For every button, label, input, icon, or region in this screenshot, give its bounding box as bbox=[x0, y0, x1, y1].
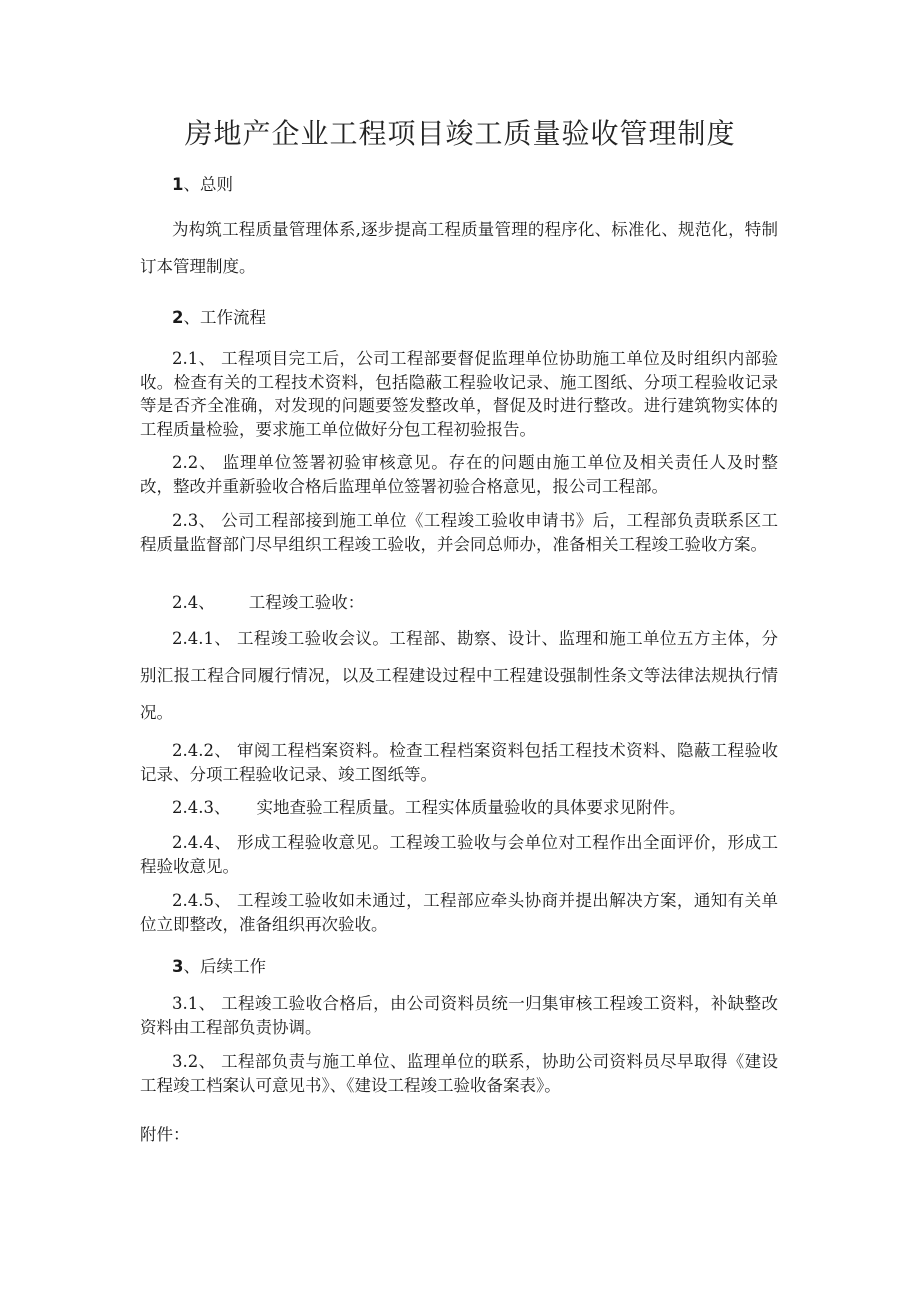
paragraph-2-4-5: 2.4.5、 工程竣工验收如未通过，工程部应牵头协商并提出解决方案，通知有关单位立即整改，准备组织再次验收。 bbox=[140, 891, 778, 934]
clause-text: 实地查验工程质量。工程实体质量验收的具体要求见附件。 bbox=[256, 798, 686, 817]
section-heading-1 bbox=[172, 171, 233, 195]
section-title: 、总则 bbox=[183, 175, 233, 194]
attachment-label: 附件： bbox=[140, 1125, 190, 1144]
clause-text: 工程竣工验收： bbox=[248, 593, 365, 612]
section-number: 2 bbox=[172, 308, 184, 327]
paragraph-general: 为构筑工程质量管理体系,逐步提高工程质量管理的程序化、标准化、规范化，特制订本管理制度。 bbox=[140, 220, 778, 276]
clause-number: 2.4、 bbox=[172, 593, 215, 612]
document-title: 房地产企业工程项目竣工质量验收管理制度 bbox=[184, 117, 736, 150]
clause-number: 2.4.3、 bbox=[172, 798, 231, 817]
paragraph-2-2: 2.2、 监理单位签署初验审核意见。存在的问题由施工单位及相关责任人及时整改，整改并重新验收合格后监理单位签署初验合格意见，报公司工程部。 bbox=[140, 453, 778, 496]
section-title: 、工作流程 bbox=[183, 308, 266, 327]
paragraph-2-4-4: 2.4.4、 形成工程验收意见。工程竣工验收与会单位对工程作出全面评价，形成工程验收意见。 bbox=[140, 833, 778, 876]
section-number: 3 bbox=[172, 957, 184, 976]
paragraph-3-1: 3.1、 工程竣工验收合格后，由公司资料员统一归集审核工程竣工资料，补缺整改资料由工程部负责协调。 bbox=[140, 994, 778, 1037]
paragraph-2-4 bbox=[140, 591, 778, 615]
section-title: 、后续工作 bbox=[183, 957, 266, 976]
paragraph-2-4-1: 2.4.1、 工程竣工验收会议。工程部、勘察、设计、监理和施工单位五方主体，分别汇报工程合同履行情况，以及工程建设过程中工程建设强制性条文等法律法规执行情况。 bbox=[140, 629, 778, 722]
paragraph-2-4-2: 2.4.2、 审阅工程档案资料。检查工程档案资料包括工程技术资料、隐蔽工程验收记录、分项工程验收记录、竣工图纸等。 bbox=[140, 741, 778, 784]
paragraph-2-1: 2.1、 工程项目完工后，公司工程部要督促监理单位协助施工单位及时组织内部验收。检查有关的工程技术资料，包括隐蔽工程验收记录、施工图纸、分项工程验收记录等是否齐全准确，对发现的问题要签发整改单，督促及时进行整改。进行建筑物实体的工程质量检验，要求施工单位做好分包工程初验报告。 bbox=[140, 349, 778, 439]
section-heading-3 bbox=[172, 953, 266, 977]
section-heading-2 bbox=[172, 304, 266, 328]
paragraph-2-3: 2.3、 公司工程部接到施工单位《工程竣工验收申请书》后，工程部负责联系区工程质量监督部门尽早组织工程竣工验收，并会同总师办，准备相关工程竣工验收方案。 bbox=[140, 511, 778, 554]
paragraph-3-2: 3.2、 工程部负责与施工单位、监理单位的联系，协助公司资料员尽早取得《建设工程竣工档案认可意见书》、《建设工程竣工验收备案表》。 bbox=[140, 1052, 778, 1095]
paragraph-2-4-3 bbox=[140, 796, 778, 820]
section-number: 1 bbox=[172, 175, 184, 194]
